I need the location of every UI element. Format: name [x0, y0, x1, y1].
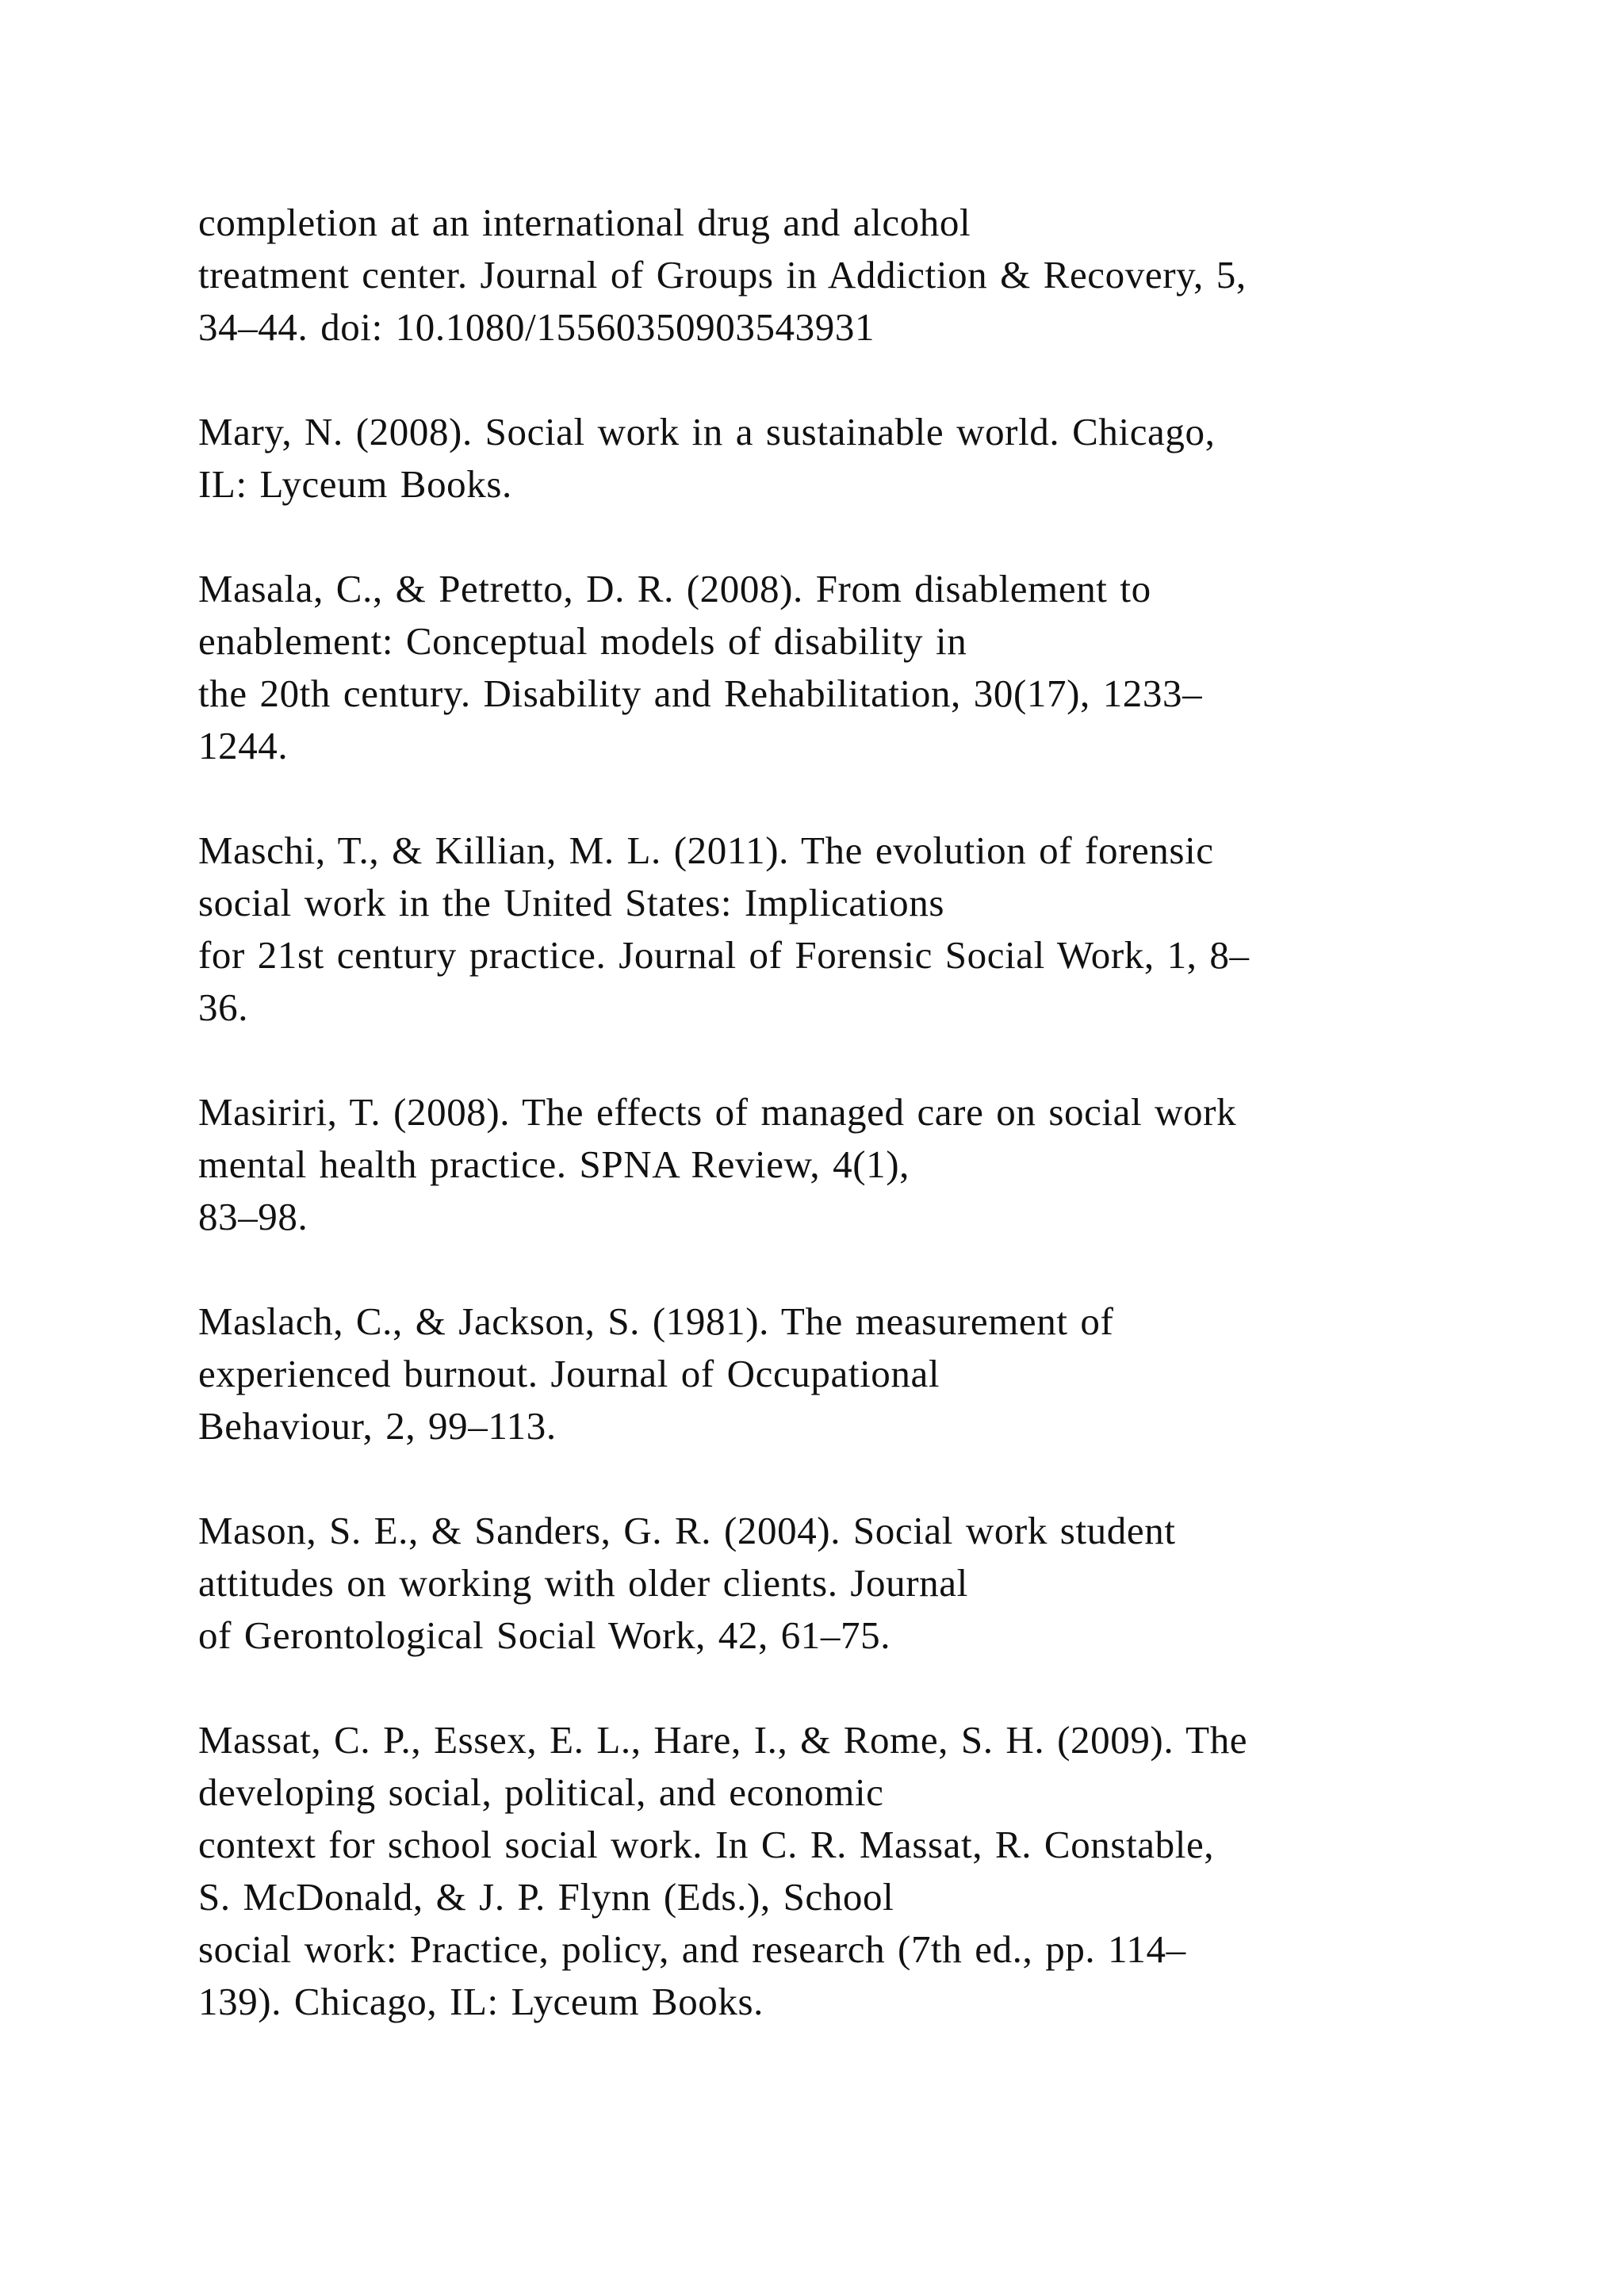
reference-line: mental health practice. SPNA Review, 4(1),	[198, 1142, 910, 1186]
reference-line: 83–98.	[198, 1195, 308, 1238]
reference-line: 139). Chicago, IL: Lyceum Books.	[198, 1980, 764, 2023]
reference-line: context for school social work. In C. R. Massat, R. Constable,	[198, 1823, 1215, 1866]
reference-line: Massat, C. P., Essex, E. L., Hare, I., & Rome, S. H. (2009). The	[198, 1718, 1248, 1762]
reference-entry	[198, 1505, 1546, 1662]
reference-line: Masiriri, T. (2008). The effects of managed care on social work	[198, 1090, 1237, 1134]
reference-line: treatment center. Journal of Groups in Addiction & Recovery, 5,	[198, 253, 1247, 297]
reference-line: Maschi, T., & Killian, M. L. (2011). The evolution of forensic	[198, 828, 1214, 872]
reference-line: attitudes on working with older clients. Journal	[198, 1561, 968, 1605]
reference-line: Masala, C., & Petretto, D. R. (2008). From disablement to	[198, 567, 1151, 610]
reference-line: social work in the United States: Implications	[198, 881, 945, 924]
reference-line: developing social, political, and economic	[198, 1770, 884, 1814]
reference-line: social work: Practice, policy, and research (7th ed., pp. 114–	[198, 1927, 1186, 1971]
reference-line: experienced burnout. Journal of Occupational	[198, 1352, 940, 1395]
reference-line: Mason, S. E., & Sanders, G. R. (2004). Social work student	[198, 1509, 1176, 1552]
reference-line: 36.	[198, 985, 249, 1029]
reference-line: S. McDonald, & J. P. Flynn (Eds.), School	[198, 1875, 894, 1919]
reference-entry	[198, 1714, 1546, 2028]
reference-line: completion at an international drug and alcohol	[198, 201, 971, 244]
reference-line: Mary, N. (2008). Social work in a sustainable world. Chicago,	[198, 410, 1216, 453]
reference-list	[198, 197, 1546, 2080]
reference-line: 1244.	[198, 724, 289, 767]
reference-line: enablement: Conceptual models of disability in	[198, 619, 967, 663]
reference-entry	[198, 197, 1546, 354]
reference-entry	[198, 1295, 1546, 1452]
reference-line: IL: Lyceum Books.	[198, 462, 512, 506]
reference-line: the 20th century. Disability and Rehabilitation, 30(17), 1233–	[198, 672, 1203, 715]
reference-entry	[198, 406, 1546, 511]
reference-line: Maslach, C., & Jackson, S. (1981). The measurement of	[198, 1299, 1114, 1343]
reference-line: of Gerontological Social Work, 42, 61–75.	[198, 1613, 891, 1657]
reference-line: for 21st century practice. Journal of Forensic Social Work, 1, 8–	[198, 933, 1250, 977]
reference-line: 34–44. doi: 10.1080/15560350903543931	[198, 305, 875, 349]
reference-line: Behaviour, 2, 99–113.	[198, 1404, 557, 1448]
reference-entry	[198, 563, 1546, 772]
reference-entry	[198, 1086, 1546, 1243]
reference-entry	[198, 825, 1546, 1034]
